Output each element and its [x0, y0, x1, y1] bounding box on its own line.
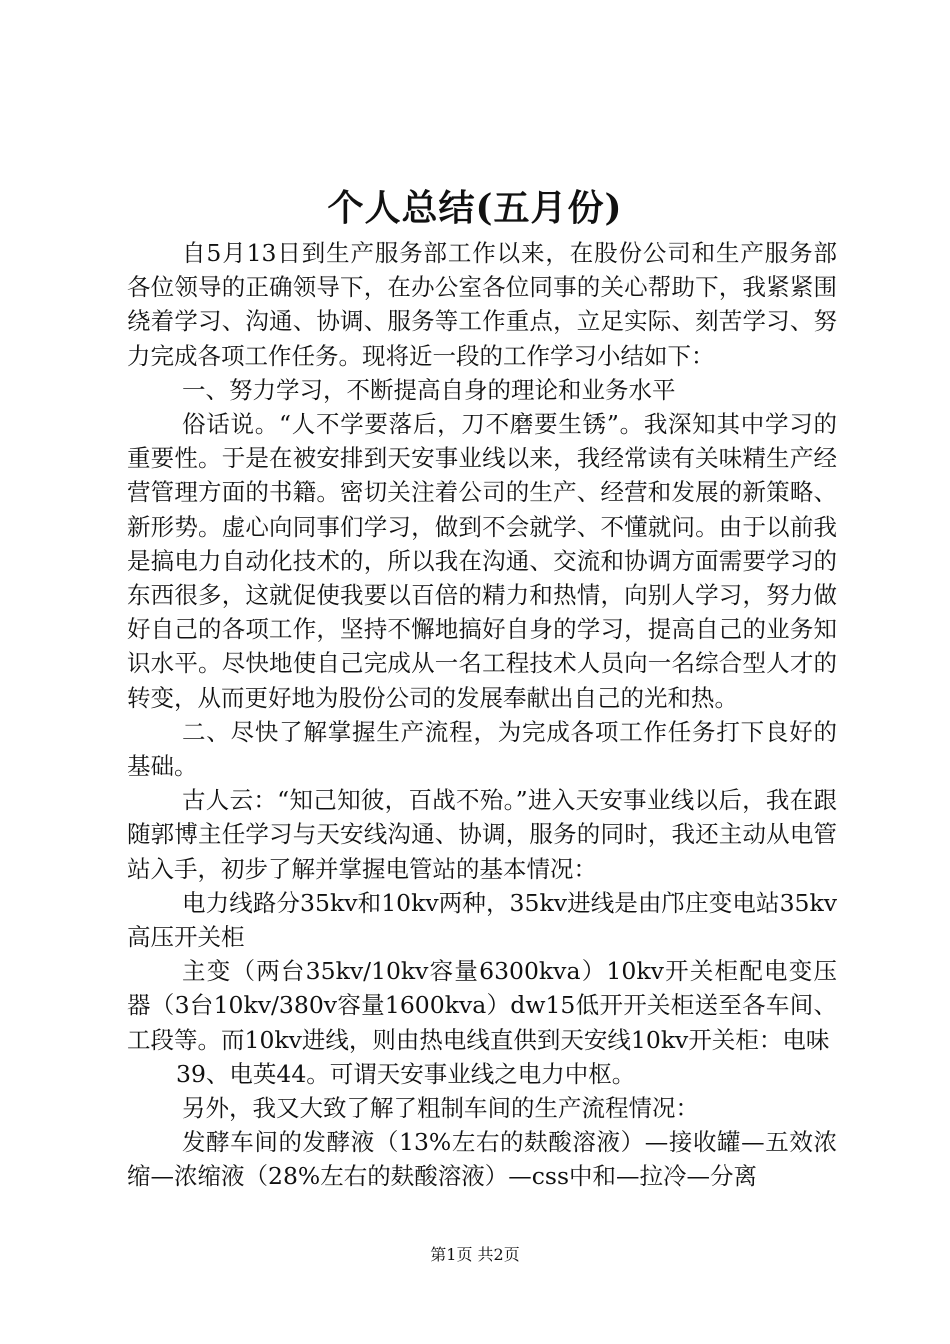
paragraph-transformer: 主变（两台35kv/10kv容量6300kva）10kv开关柜配电变压器（3台10kv/380v容量1600kva）dw15低开开关柜送至各车间、工段等。而10kv进线，则由热电线直供到天安线10kv开关柜：电味 [127, 957, 837, 1054]
paragraph-quote: 古人云：“知己知彼，百战不殆。”进入天安事业线以后，我在跟随郭博主任学习与天安线沟通、协调，服务的同时，我还主动从电管站入手，初步了解并掌握电管站的基本情况： [127, 786, 837, 883]
document-body [127, 236, 837, 1194]
section-heading-1: 一、努力学习，不断提高自身的理论和业务水平 [182, 375, 676, 404]
document-title: 个人总结(五月份) [327, 187, 623, 229]
paragraph-workshop-intro: 另外，我又大致了解了粗制车间的生产流程情况： [182, 1094, 699, 1123]
paragraph-power-lines: 电力线路分35kv和10kv两种，35kv进线是由邝庄变电站35kv高压开关柜 [127, 888, 837, 952]
page-footer: 第1页 共2页 [430, 1245, 520, 1264]
paragraph-process-flow: 发酵车间的发酵液（13%左右的麸酸溶液）—接收罐—五效浓缩—浓缩液（28%左右的麸酸溶液）—css中和—拉冷—分离 [127, 1128, 837, 1191]
paragraph-power-hub: 39、电英44。可谓天安事业线之电力中枢。 [176, 1059, 636, 1088]
paragraph-study: 俗话说。“人不学要落后，刀不磨要生锈”。我深知其中学习的重要性。于是在被安排到天安事业线以来，我经常读有关味精生产经营管理方面的书籍。密切关注着公司的生产、经营和发展的新策略、新形势。虚心向同事们学习，做到不会就学、不懂就问。由于以前我是搞电力自动化技术的，所以我在沟通、交流和协调方面需要学习的东西很多，这就促使我要以百倍的精力和热情，向别人学习，努力做好自己的各项工作，坚持不懈地搞好自身的学习，提高自己的业务知识水平。尽快地使自己完成从一名工程技术人员向一名综合型人才的转变，从而更好地为股份公司的发展奉献出自己的光和热。 [127, 410, 837, 712]
section-heading-2: 二、尽快了解掌握生产流程，为完成各项工作任务打下良好的基础。 [127, 717, 837, 781]
paragraph-intro: 自5月13日到生产服务部工作以来，在股份公司和生产服务部各位领导的正确领导下，在办公室各位同事的关心帮助下，我紧紧围绕着学习、沟通、协调、服务等工作重点，立足实际、刻苦学习、努力完成各项工作任务。现将近一段的工作学习小结如下： [127, 239, 837, 370]
